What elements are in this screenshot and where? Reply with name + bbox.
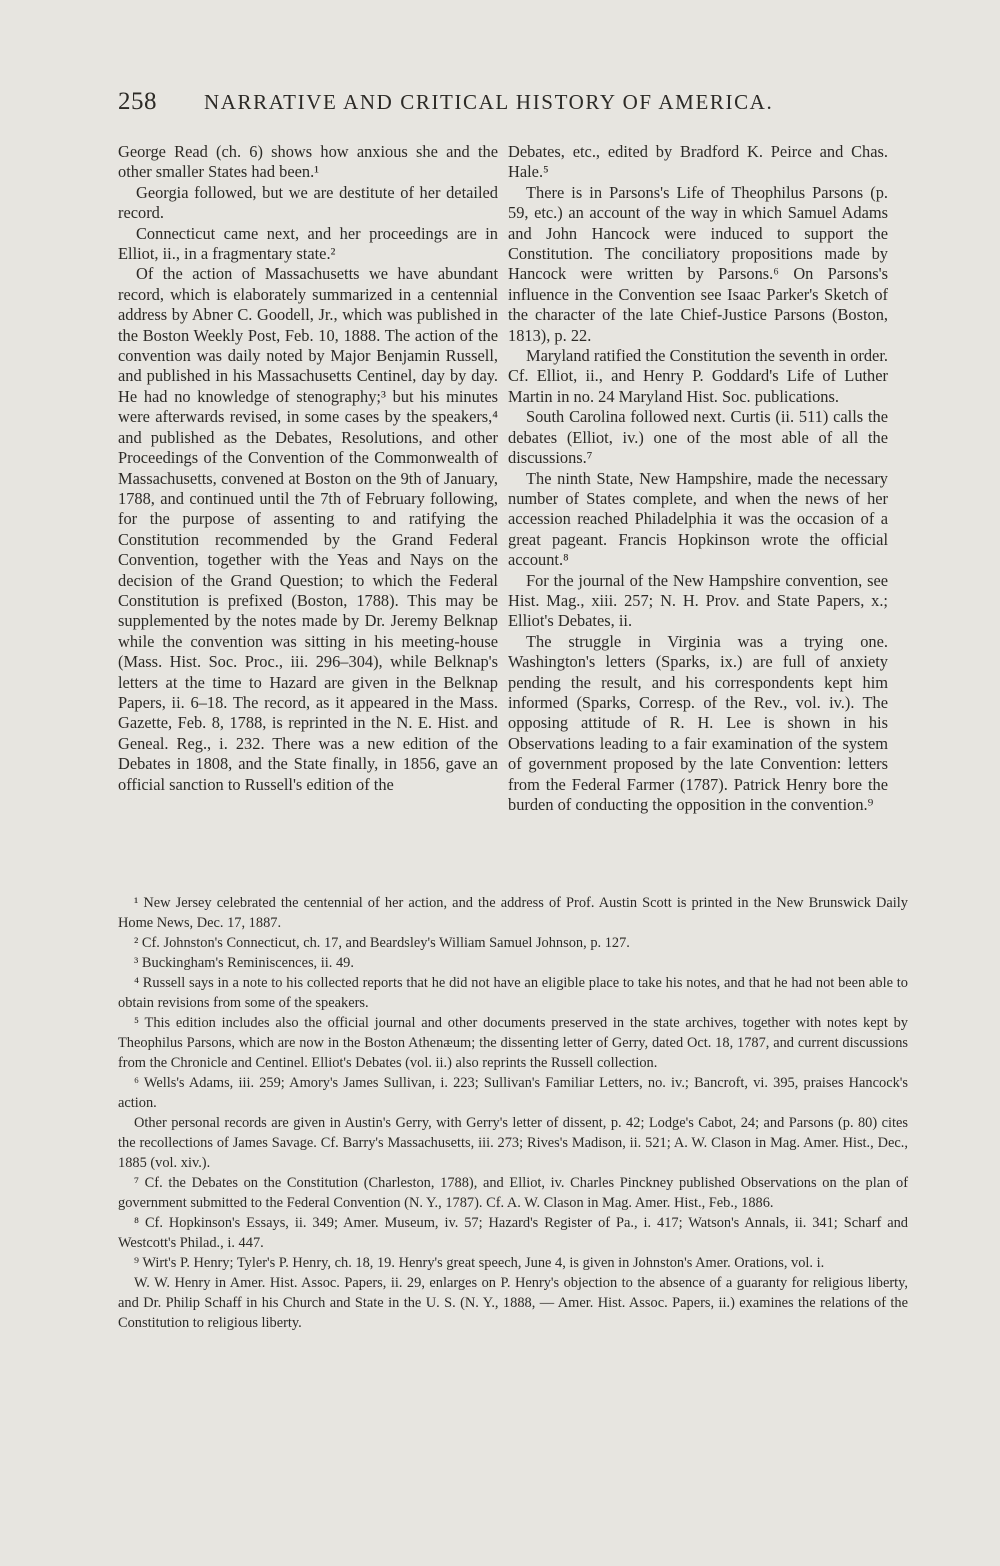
- paragraph: Georgia followed, but we are destitute of her detailed record.: [118, 182, 498, 223]
- footnote: ⁷ Cf. the Debates on the Constitution (Charleston, 1788), and Elliot, iv. Charles Pinckney published Observations on the plan of government submitted to the Federal Convention (N. Y., 1787). Cf. A. W. Clason in Mag. Amer. Hist., Feb., 1886.: [118, 1175, 908, 1211]
- paragraph: Connecticut came next, and her proceedings are in Elliot, ii., in a fragmentary state.²: [118, 223, 498, 264]
- footnote: ² Cf. Johnston's Connecticut, ch. 17, and Beardsley's William Samuel Johnson, p. 127.: [134, 935, 630, 951]
- paragraph: George Read (ch. 6) shows how anxious she and the other smaller States had been.¹: [118, 142, 498, 182]
- paragraph: The ninth State, New Hampshire, made the necessary number of States complete, and when the news of her accession reached Philadelphia it was the occasion of a great pageant. Francis Hopkinson wrote the official account.⁸: [508, 468, 888, 570]
- footnote: ⁶ Wells's Adams, iii. 259; Amory's James Sullivan, i. 223; Sullivan's Familiar Letters, no. iv.; Bancroft, vi. 395, praises Hancock's action.: [118, 1075, 908, 1111]
- right-column: [508, 142, 888, 815]
- running-title: NARRATIVE AND CRITICAL HISTORY OF AMERICA.: [204, 90, 774, 114]
- footnote: ⁵ This edition includes also the official journal and other documents preserved in the state archives, together with notes kept by Theophilus Parsons, which are now in the Boston Athenæum; the dissenting letter of Gerry, dated Oct. 18, 1787, and current discussions from the Chronicle and Centinel. Elliot's Debates (vol. ii.) also reprints the Russell collection.: [118, 1015, 908, 1071]
- paragraph: Debates, etc., edited by Bradford K. Peirce and Chas. Hale.⁵: [508, 142, 888, 182]
- left-column: [118, 142, 498, 795]
- footnote: W. W. Henry in Amer. Hist. Assoc. Papers, ii. 29, enlarges on P. Henry's objection to the absence of a guaranty for religious liberty, and Dr. Philip Schaff in his Church and State in the U. S. (N. Y., 1888, — Amer. Hist. Assoc. Papers, ii.) examines the relations of the Constitution to religious liberty.: [118, 1275, 908, 1331]
- footnote: Other personal records are given in Austin's Gerry, with Gerry's letter of dissent, p. 42; Lodge's Cabot, 24; and Parsons (p. 80) cites the recollections of James Savage. Cf. Barry's Massachusetts, iii. 273; Rives's Madison, ii. 521; A. W. Clason in Mag. Amer. Hist., Dec., 1885 (vol. xiv.).: [118, 1115, 908, 1171]
- paragraph: South Carolina followed next. Curtis (ii. 511) calls the debates (Elliot, iv.) one of the most able of all the discussions.⁷: [508, 407, 888, 468]
- paragraph: There is in Parsons's Life of Theophilus Parsons (p. 59, etc.) an account of the way in which Samuel Adams and John Hancock were induced to support the Constitution. The conciliatory propositions made by Hancock were written by Parsons.⁶ On Parsons's influence in the Convention see Isaac Parker's Sketch of the character of the late Chief-Justice Parsons (Boston, 1813), p. 22.: [508, 182, 888, 345]
- footnote: ¹ New Jersey celebrated the centennial of her action, and the address of Prof. Austin Scott is printed in the New Brunswick Daily Home News, Dec. 17, 1887.: [118, 895, 908, 931]
- page-header: [118, 84, 908, 124]
- page-number: 258: [118, 88, 157, 115]
- footnote: ⁸ Cf. Hopkinson's Essays, ii. 349; Amer. Museum, iv. 57; Hazard's Register of Pa., i. 417; Watson's Annals, ii. 341; Scharf and Westcott's Philad., i. 447.: [118, 1215, 908, 1251]
- paragraph: The struggle in Virginia was a trying one. Washington's letters (Sparks, ix.) are full of anxiety pending the result, and his correspondents kept him informed (Sparks, Corresp. of the Rev., vol. iv.). The opposing attitude of R. H. Lee is shown in his Observations leading to a fair examination of the system of government proposed by the late Convention: letters from the Federal Farmer (1787). Patrick Henry bore the burden of conducting the opposition in the convention.⁹: [508, 631, 888, 814]
- footnote: ⁹ Wirt's P. Henry; Tyler's P. Henry, ch. 18, 19. Henry's great speech, June 4, is given in Johnston's Amer. Orations, vol. i.: [134, 1255, 825, 1271]
- footnotes: [118, 893, 908, 1333]
- paragraph: For the journal of the New Hampshire convention, see Hist. Mag., xiii. 257; N. H. Prov. and State Papers, x.; Elliot's Debates, ii.: [508, 570, 888, 631]
- footnote: ⁴ Russell says in a note to his collected reports that he did not have an eligible place to take his notes, and that he had not been able to obtain revisions from some of the speakers.: [118, 975, 908, 1011]
- paragraph: Of the action of Massachusetts we have abundant record, which is elaborately summarized in a centennial address by Abner C. Goodell, Jr., which was published in the Boston Weekly Post, Feb. 10, 1888. The action of the convention was daily noted by Major Benjamin Russell, and published in his Massachusetts Centinel, day by day. He had no knowledge of stenography;³ but his minutes were afterwards revised, in some cases by the speakers,⁴ and published as the Debates, Resolutions, and other Proceedings of the Convention of the Commonwealth of Massachusetts, convened at Boston on the 9th of January, 1788, and continued until the 7th of February following, for the purpose of assenting to and ratifying the Constitution recommended by the Grand Federal Convention, together with the Yeas and Nays on the decision of the Grand Question; to which the Federal Constitution is prefixed (Boston, 1788). This may be supplemented by the notes made by Dr. Jeremy Belknap while the convention was sitting in his meeting-house (Mass. Hist. Soc. Proc., iii. 296–304), while Belknap's letters at the time to Hazard are given in the Belknap Papers, ii. 6–18. The record, as it appeared in the Mass. Gazette, Feb. 8, 1788, is reprinted in the N. E. Hist. and Geneal. Reg., i. 232. There was a new edition of the Debates in 1808, and the State finally, in 1856, gave an official sanction to Russell's edition of the: [118, 264, 498, 794]
- footnote: ³ Buckingham's Reminiscences, ii. 49.: [134, 955, 354, 971]
- paragraph: Maryland ratified the Constitution the seventh in order. Cf. Elliot, ii., and Henry P. Goddard's Life of Luther Martin in no. 24 Maryland Hist. Soc. publications.: [508, 346, 888, 406]
